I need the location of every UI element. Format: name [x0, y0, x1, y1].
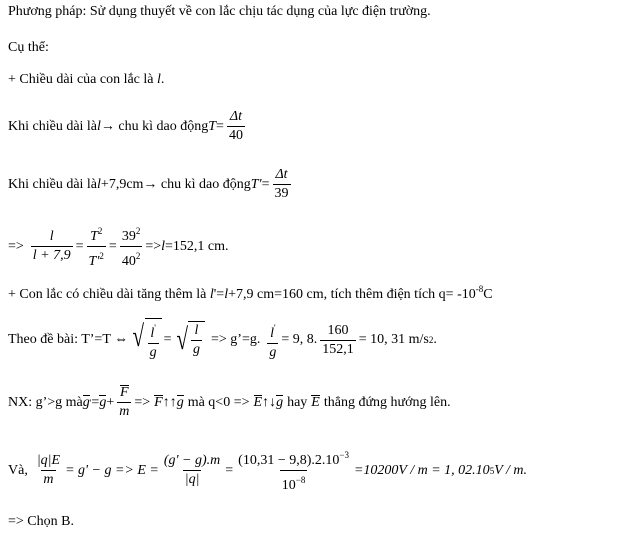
- fraction-dt-39: $\frac{\Delta t}{39}$: [274, 167, 289, 201]
- problem-condition-line: Theo đề bài: T’=T ⇔ √ $\frac{l'}{g}$ = √ $\frac{l}{g}$ => g’=g. $\frac{l'}{g}$ = 9, 8. $\frac{160}{152,1}$ = 10, 31 m/s 2 .: [8, 320, 437, 360]
- length-line: + Chiều dài của con lắc là l.: [8, 72, 165, 87]
- detail-heading: Cụ thể:: [8, 40, 49, 55]
- fraction-39-40: $\frac{39^2}{40^2}$: [121, 226, 141, 269]
- fraction-l-ratio: $\frac{l}{l + 7,9}$: [32, 229, 71, 263]
- period-line-2: Khi chiều dài là l +7,9cm→ chu kì dao động T′ = $\frac{\Delta t}{39}$: [8, 167, 289, 201]
- period-line-1: Khi chiều dài là l → chu kì dao động T = $\frac{\Delta t}{40}$: [8, 109, 243, 143]
- answer-line: => Chọn B.: [8, 514, 74, 529]
- fraction-gm-q: $\frac{(g' - g).m}{|q|}$: [163, 453, 221, 487]
- fraction-qE-m: $\frac{|q|E}{m}$: [36, 453, 61, 487]
- fraction-numeric: $\frac{(10,31 - 9,8).2.10^{-3}}{10^{-8}}$: [238, 450, 349, 493]
- fraction-F-m: $\frac{F}{m}$: [119, 385, 130, 419]
- fraction-dt-40: $\frac{\Delta t}{40}$: [228, 109, 243, 143]
- ratio-line: => $\frac{l}{l + 7,9}$ = $\frac{T^2}{T'^2}$ = $\frac{39^2}{40^2}$ => l =152,1 cm.: [8, 222, 229, 271]
- fraction-l-prime-g: $\frac{l'}{g}$: [269, 322, 277, 360]
- remark-line: NX: g’>g mà g ' = g + $\frac{F}{m}$ => F ↑↑ g mà q<0 => E ↑↓ g hay E thẳng đứng hướng lên.: [8, 385, 451, 419]
- length-increase-line: + Con lắc có chiều dài tăng thêm là l'=l+7,9 cm=160 cm, tích thêm điện tích $q= -10^{-8}C$: [8, 284, 493, 302]
- method-line: Phương pháp: Sử dụng thuyết về con lắc chịu tác dụng của lực điện trường.: [8, 4, 431, 19]
- fraction-160-152: $\frac{160}{152,1}$: [322, 322, 354, 357]
- field-calc-line: Và, $\frac{|q|E}{m}$ = g' − g => E = $\frac{(g' - g).m}{|q|}$ = $\frac{(10,31 - 9,8).2.10^{-3}}{10^{-8}}$ =10200V / m = 1, 02.10 5 V / m.: [8, 446, 527, 495]
- sqrt-l-prime-over-g: √ $\frac{l'}{g}$: [130, 318, 161, 362]
- fraction-period-ratio: $\frac{T^2}{T'^2}$: [88, 226, 104, 269]
- sqrt-l-over-g: √ $\frac{l}{g}$: [174, 321, 205, 359]
